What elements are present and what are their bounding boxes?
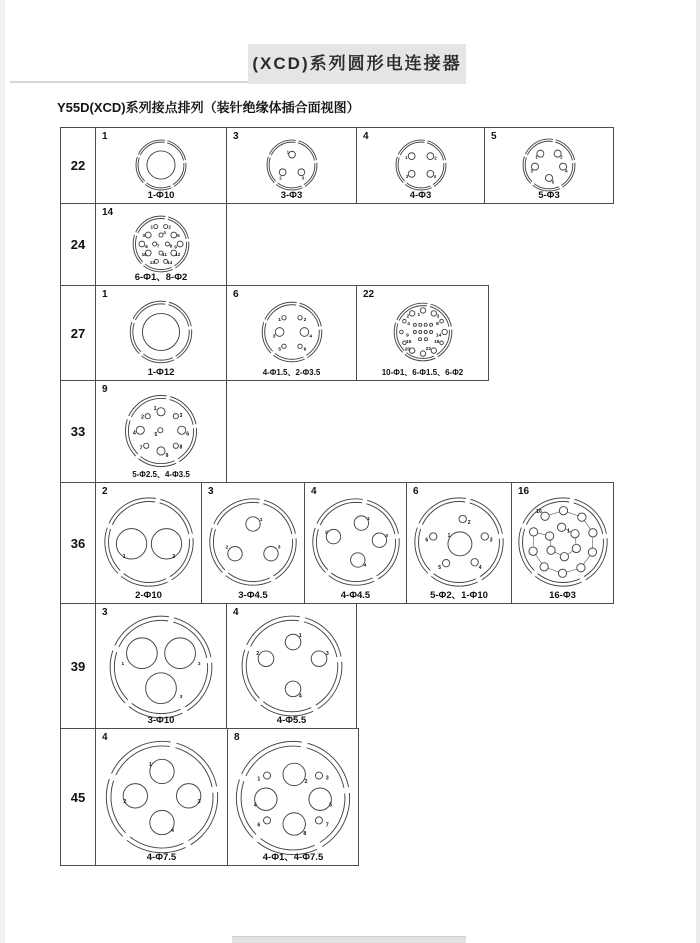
contact-count: 6: [233, 289, 239, 300]
table-row: [60, 603, 357, 729]
shell-size: 39: [61, 604, 96, 728]
connector-face-icon: [266, 139, 318, 191]
pin-number: 2: [406, 314, 409, 320]
shell-size: 36: [61, 483, 96, 603]
connector-face-icon: [311, 497, 401, 587]
pin-number: 3: [405, 173, 408, 179]
pin-spec-label: 4-Φ1、4-Φ7.5: [262, 852, 324, 863]
pin-spec-label: 4-Φ3: [409, 190, 432, 201]
pin-number: 3: [384, 534, 388, 540]
pin-number: 1: [404, 154, 408, 160]
pin-number: 5: [177, 232, 180, 238]
shell-size: 45: [61, 729, 96, 865]
pin-number: 2: [122, 799, 126, 806]
pin-number: 16: [535, 508, 542, 515]
section-subtitle: Y55D(XCD)系列接点排列（装针绝缘体插合面视图）: [57, 100, 360, 115]
pin-number: 3: [277, 545, 281, 551]
contact-count: 22: [363, 289, 375, 300]
pin-number: 8: [435, 321, 439, 327]
connector-cell: [96, 604, 226, 728]
table-row: [60, 127, 614, 204]
pin-number: 9: [405, 333, 409, 339]
page-edge-left: [0, 0, 5, 943]
pin-number: 1: [416, 312, 420, 318]
table-row: [60, 728, 359, 866]
connector-cell: [484, 128, 613, 203]
pin-spec-label: 6-Φ1、8-Φ2: [134, 272, 188, 283]
connector-cell: [406, 483, 511, 603]
pin-spec-label: 5-Φ2.5、4-Φ3.5: [132, 470, 190, 479]
contact-count: 4: [311, 486, 317, 497]
connector-face-icon: [522, 138, 576, 192]
pin-number: 2: [304, 778, 308, 785]
table-row: [60, 482, 614, 604]
pin-number: 6: [257, 822, 261, 829]
pin-number: 12: [175, 251, 181, 257]
pin-number: 7: [139, 444, 143, 451]
pin-number: 1: [153, 405, 157, 412]
pin-spec-label: 4-Φ5.5: [276, 715, 307, 726]
pin-number: 4: [253, 802, 257, 809]
pin-number: 2: [278, 175, 282, 181]
contact-count: 5: [491, 131, 497, 142]
pin-number: 6: [425, 537, 429, 544]
pin-spec-label: 1-Φ12: [147, 367, 175, 378]
pin-number: 1: [259, 517, 263, 523]
pin-number: 5: [551, 179, 554, 185]
pin-number: 3: [530, 168, 533, 174]
pin-number: 13: [149, 259, 155, 265]
contact-count: 4: [102, 732, 108, 743]
pin-number: 14: [435, 333, 441, 339]
pin-number: 19: [433, 339, 439, 345]
pin-number: 6: [145, 243, 148, 249]
pin-number: 5: [329, 802, 333, 809]
pin-number: 8: [303, 830, 307, 837]
pin-number: 2: [467, 520, 471, 527]
pin-spec-label: 1-Φ10: [147, 190, 175, 201]
pin-spec-label: 5-Φ2、1-Φ10: [430, 590, 488, 601]
contact-count: 4: [363, 131, 369, 142]
pin-number: 3: [272, 334, 275, 340]
connector-face-icon: [129, 300, 193, 364]
connector-face-icon: [234, 739, 352, 857]
pin-number: 11: [162, 251, 167, 257]
pin-number: 3: [489, 537, 493, 544]
pin-number: 4: [565, 168, 568, 174]
pin-spec-label: 3-Φ10: [147, 715, 175, 726]
footer-bar: [232, 936, 466, 943]
pin-number: 1: [298, 633, 302, 640]
contact-count: 9: [102, 384, 108, 395]
pin-number: 1: [366, 516, 370, 522]
pin-number: 2: [560, 154, 563, 160]
pin-number: 3: [179, 694, 183, 700]
pin-number: 4: [163, 229, 166, 235]
connector-cell: [96, 729, 227, 865]
table-row: [60, 203, 227, 286]
pin-number: 9: [174, 244, 177, 250]
pin-number: 2: [168, 223, 171, 229]
pin-spec-label: 4-Φ7.5: [146, 852, 177, 863]
pin-number: 2: [433, 154, 437, 160]
pin-number: 3: [436, 314, 439, 320]
contact-count: 3: [102, 607, 108, 618]
pin-number: 5: [277, 347, 281, 353]
connector-face-icon: [132, 215, 190, 273]
pin-number: 7: [156, 243, 160, 249]
connector-cell: [356, 286, 488, 380]
connector-cell: [511, 483, 613, 603]
pin-number: 4: [433, 173, 436, 179]
pin-number: 4: [298, 693, 302, 700]
pin-number: 4: [308, 334, 312, 340]
pin-number: 2: [324, 530, 328, 536]
contact-count: 3: [208, 486, 214, 497]
pin-number: 2: [141, 413, 144, 420]
contact-count: 6: [413, 486, 419, 497]
connector-cell: [226, 128, 356, 203]
pin-number: 2: [171, 554, 175, 561]
contact-count: 3: [233, 131, 239, 142]
connector-cell: [226, 286, 356, 380]
table-row: [60, 380, 227, 483]
pin-number: 1: [257, 776, 261, 783]
pin-number: 1: [447, 532, 451, 539]
pin-number: 4: [406, 321, 410, 327]
connector-cell: [356, 128, 484, 203]
pin-number: 4: [363, 563, 366, 569]
pin-number: 3: [325, 650, 329, 657]
pin-number: 1: [277, 317, 281, 323]
pin-number: 1: [535, 154, 538, 160]
connector-face-icon: [124, 394, 198, 468]
contact-count: 16: [518, 486, 530, 497]
pin-number: 2: [225, 545, 229, 551]
pin-number: 3: [179, 412, 183, 419]
pin-number: 20: [404, 347, 410, 353]
connector-cell: [96, 204, 226, 285]
pin-number: 8: [169, 243, 173, 249]
connector-cell: [226, 604, 356, 728]
connector-face-icon: [104, 739, 220, 855]
connector-face-icon: [261, 301, 323, 363]
connector-cell: [96, 381, 226, 482]
shell-size: 22: [61, 128, 96, 203]
pin-spec-label: 16-Φ3: [549, 590, 576, 601]
pin-number: 14: [167, 259, 173, 265]
connector-face-icon: [413, 496, 505, 588]
connector-face-icon: [395, 139, 447, 191]
pin-number: 6: [303, 347, 306, 353]
contact-count: 1: [102, 289, 108, 300]
pin-number: 6: [186, 430, 190, 437]
pin-spec-label: 4-Φ4.5: [340, 590, 371, 601]
contact-count: 8: [234, 732, 240, 743]
pin-spec-label: 3-Φ4.5: [238, 590, 268, 601]
connector-face-icon: [393, 302, 453, 362]
connector-cell: [304, 483, 406, 603]
pin-number: 5: [154, 431, 158, 438]
connector-cell: [96, 128, 226, 203]
contact-count: 2: [102, 486, 108, 497]
connector-cell: [96, 483, 201, 603]
contact-count: 1: [102, 131, 108, 142]
pin-number: 8: [179, 444, 183, 451]
shell-size: 27: [61, 286, 96, 380]
pin-number: 1: [121, 662, 125, 668]
pin-number: 1: [122, 554, 126, 561]
pin-number: 4: [478, 565, 482, 572]
connector-cell: [201, 483, 304, 603]
connector-face-icon: [108, 614, 214, 720]
pin-number: 2: [303, 317, 306, 323]
pin-number: 22: [425, 347, 431, 353]
connector-face-icon: [208, 497, 298, 587]
pin-number: 1: [286, 149, 289, 155]
pin-number: 2: [197, 662, 201, 668]
page-edge-right: [696, 0, 700, 943]
connector-cell: [227, 729, 358, 865]
pin-number: 3: [142, 232, 145, 238]
connector-face-icon: [240, 614, 344, 718]
connector-cell: [96, 286, 226, 380]
pin-spec-label: 5-Φ3: [538, 190, 560, 201]
pin-number: 10: [141, 251, 147, 257]
shell-size: 24: [61, 204, 96, 285]
connector-face-icon: [135, 139, 187, 191]
pin-number: 4: [132, 430, 136, 437]
connector-face-icon: [103, 496, 195, 588]
pin-spec-label: 4-Φ1.5、2-Φ3.5: [262, 368, 321, 377]
pin-spec-label: 3-Φ3: [280, 190, 303, 201]
pin-number: 3: [197, 799, 201, 806]
shell-size: 33: [61, 381, 96, 482]
pin-spec-label: 2-Φ10: [135, 590, 162, 601]
pin-number: 7: [325, 822, 329, 829]
pin-number: 9: [165, 452, 169, 459]
connector-face-icon: [517, 496, 609, 588]
pin-number: 1: [566, 528, 570, 535]
pin-spec-label: 10-Φ1、6-Φ1.5、6-Φ2: [381, 368, 464, 377]
table-row: [60, 285, 489, 381]
pin-number: 1: [150, 223, 154, 229]
pin-number: 1: [148, 761, 152, 768]
pin-number: 5: [438, 565, 442, 572]
contact-count: 14: [102, 207, 114, 218]
contact-count: 4: [233, 607, 239, 618]
pin-number: 2: [255, 650, 259, 657]
page-title: (XCD)系列圆形电连接器: [248, 44, 466, 84]
pin-number: 3: [301, 175, 304, 181]
pin-number: 4: [170, 828, 174, 835]
pin-number: 15: [405, 339, 411, 345]
pin-number: 3: [325, 775, 329, 782]
